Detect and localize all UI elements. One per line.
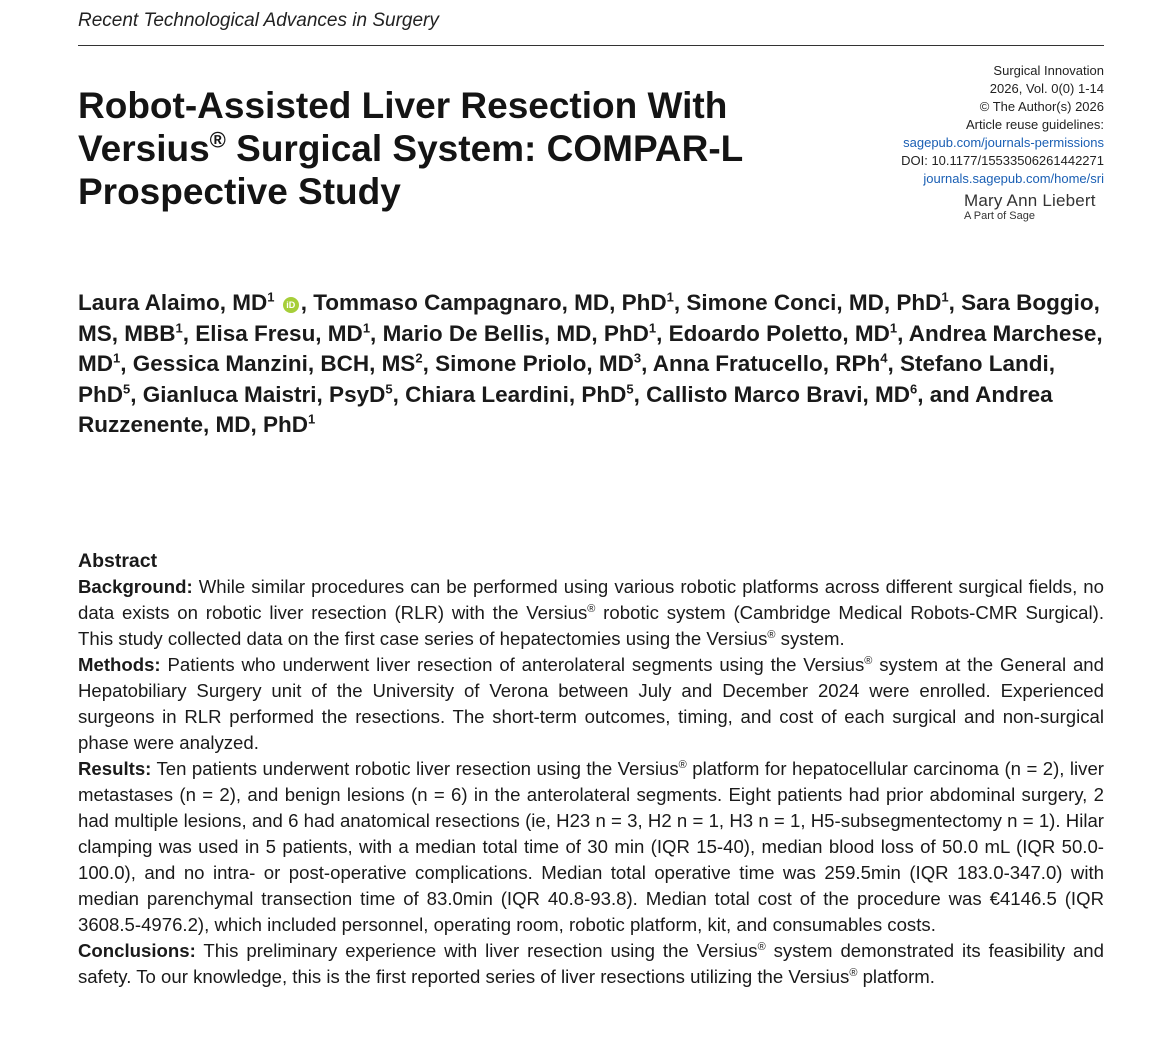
author-separator: ,: [633, 381, 647, 407]
background-text-1: While similar procedures can be performed using various robotic platforms across different surgical fields, no data exists on robotic liver resection (RLR) with the Versius: [78, 576, 1104, 623]
publisher-name: Mary Ann Liebert: [964, 191, 1096, 210]
author-affiliation: 1: [308, 411, 316, 427]
results-text-2: platform for hepatocellular carcinoma (n = 2), liver metastases (n = 2), and benign lesions (n = 6) in the anterolateral segments. Eight patients had prior abdominal surgery, 2 had multiple lesions, and 6 had anatomical resections (ie, H23 n = 3, H2 n = 1, H3 n = 1, H5-subsegmentectomy n = 1). Hilar clamping was used in 5 patients, with a median total time of 30 min (IQR 15-40), median blood loss of 50.0 mL (IQR 50.0-100.0), and no intra- or post-operative complications. Median total operative time was 259.5min (IQR 183.0-347.0) with median parenchymal transection time of 83.0min (IQR 40.8-93.8). Median total cost of the procedure was €4146.5 (IQR 3608.5-4976.2), which included personnel, operating room, robotic platform, kit, and consumables costs.: [78, 758, 1105, 935]
background-label: Background:: [78, 576, 193, 597]
author-name: Stefano Landi, PhD: [78, 351, 1056, 407]
author-affiliation: 2: [415, 350, 423, 366]
author-separator: ,: [130, 381, 143, 407]
journal-section-header: Recent Technological Advances in Surgery: [78, 10, 439, 31]
author-name: Mario De Bellis, MD, PhD: [382, 320, 649, 346]
abstract-methods: [78, 652, 1104, 756]
conclusions-text-3: platform.: [857, 966, 935, 987]
results-text-1: Ten patients underwent robotic liver resection using the Versius: [151, 758, 679, 779]
author-affiliation: 1: [648, 320, 657, 335]
author-name: Sara Boggio, MS, MBB: [78, 290, 1100, 346]
author-separator: ,: [656, 320, 669, 346]
methods-text-1: Patients who underwent liver resection of anterolateral segments using the Versius: [160, 654, 865, 675]
orcid-icon[interactable]: iD: [283, 297, 299, 313]
author-separator: ,: [370, 320, 383, 346]
author-name: Simone Priolo, MD: [435, 351, 634, 376]
registered-mark: ®: [209, 127, 226, 153]
author-separator: ,: [673, 290, 687, 315]
doi-line: DOI: 10.1177/15533506261442271: [901, 153, 1104, 168]
registered-mark: ®: [849, 966, 858, 979]
author-affiliation: 1: [362, 320, 371, 335]
article-title: [78, 84, 838, 213]
author-affiliation: 5: [385, 381, 393, 396]
author-name: Andrea Ruzzenente, MD, PhD: [78, 381, 1053, 437]
conclusions-text-1: This preliminary experience with liver resection using the Versius: [195, 940, 758, 961]
author-name: Edoardo Poletto, MD: [668, 320, 890, 346]
author-affiliation: 1: [889, 320, 898, 335]
abstract-heading: Abstract: [78, 550, 158, 572]
author-affiliation: 1: [113, 350, 121, 366]
author-name: Laura Alaimo, MD: [78, 290, 268, 315]
author-name: Andrea Marchese, MD: [78, 320, 1103, 376]
journal-home-link[interactable]: journals.sagepub.com/home/sri: [923, 171, 1104, 186]
abstract-conclusions: [78, 938, 1104, 990]
registered-mark: ®: [678, 758, 687, 771]
publisher-subtitle: A Part of Sage: [964, 210, 1035, 222]
publisher-logo: [964, 192, 1104, 223]
author-separator: ,: [897, 320, 909, 346]
permissions-link[interactable]: sagepub.com/journals-permissions: [903, 135, 1104, 150]
author-separator: , and: [917, 381, 976, 407]
author-separator: ,: [300, 290, 314, 315]
author-name: Chiara Leardini, PhD: [405, 381, 627, 407]
author-separator: ,: [392, 381, 406, 407]
author-separator: ,: [422, 351, 436, 376]
author-separator: ,: [641, 351, 653, 376]
title-part-2: Surgical System: COMPAR-L Prospective Study: [78, 128, 743, 212]
author-name: Elisa Fresu, MD: [195, 320, 363, 346]
author-affiliation: 5: [123, 381, 131, 396]
journal-volume: 2026, Vol. 0(0) 1-14: [989, 81, 1104, 96]
author-affiliation: 1: [175, 320, 183, 335]
background-text-3: system.: [775, 628, 845, 649]
author-affiliation: 5: [626, 381, 634, 396]
author-name: Tommaso Campagnaro, MD, PhD: [313, 290, 667, 315]
abstract-background: [78, 574, 1104, 652]
author-name: Anna Fratucello, RPh: [652, 351, 881, 376]
author-name: Simone Conci, MD, PhD: [686, 290, 942, 315]
copyright-line: © The Author(s) 2026: [979, 99, 1104, 114]
title-part-1: Robot-Assisted Liver Resection With Versius: [78, 85, 728, 169]
author-affiliation: 6: [909, 381, 918, 396]
author-separator: ,: [948, 290, 962, 315]
author-affiliation: 3: [633, 350, 642, 366]
author-name: Gessica Manzini, BCH, MS: [132, 351, 416, 376]
author-affiliation: 1: [941, 289, 949, 305]
author-separator: ,: [887, 351, 901, 376]
author-separator: ,: [120, 351, 133, 376]
author-list: [78, 288, 1118, 441]
journal-name: Surgical Innovation: [993, 63, 1104, 78]
author-affiliation: 1: [666, 289, 674, 305]
registered-mark: ®: [864, 654, 873, 667]
registered-mark: ®: [587, 602, 596, 615]
background-text-2: robotic system (Cambridge Medical Robots-CMR Surgical). This study collected data on the first case series of hepatectomies using the Versius: [78, 602, 1104, 649]
author-name: Callisto Marco Bravi, MD: [646, 381, 910, 407]
results-label: Results:: [78, 758, 152, 779]
author-affiliation: 1: [267, 289, 275, 305]
reuse-label: Article reuse guidelines:: [965, 117, 1104, 132]
article-meta: [901, 62, 1104, 188]
abstract: [78, 548, 1104, 990]
registered-mark: ®: [757, 940, 766, 953]
conclusions-label: Conclusions:: [78, 940, 196, 961]
methods-label: Methods:: [78, 654, 161, 675]
author-affiliation: 4: [880, 350, 888, 366]
methods-text-2: system at the General and Hepatobiliary Surgery unit of the University of Verona between July and December 2024 were enrolled. Experienced surgeons in RLR performed the resections. The short-term outcomes, timing, and cost of each surgical and non-surgical phase were analyzed.: [78, 654, 1104, 753]
header-divider: [78, 45, 1104, 46]
abstract-results: [78, 756, 1104, 938]
author-separator: ,: [182, 320, 196, 346]
author-name: Gianluca Maistri, PsyD: [142, 381, 386, 407]
registered-mark: ®: [767, 628, 776, 641]
conclusions-text-2: system demonstrated its feasibility and safety. To our knowledge, this is the first reported series of liver resections utilizing the Versius: [78, 940, 1104, 987]
